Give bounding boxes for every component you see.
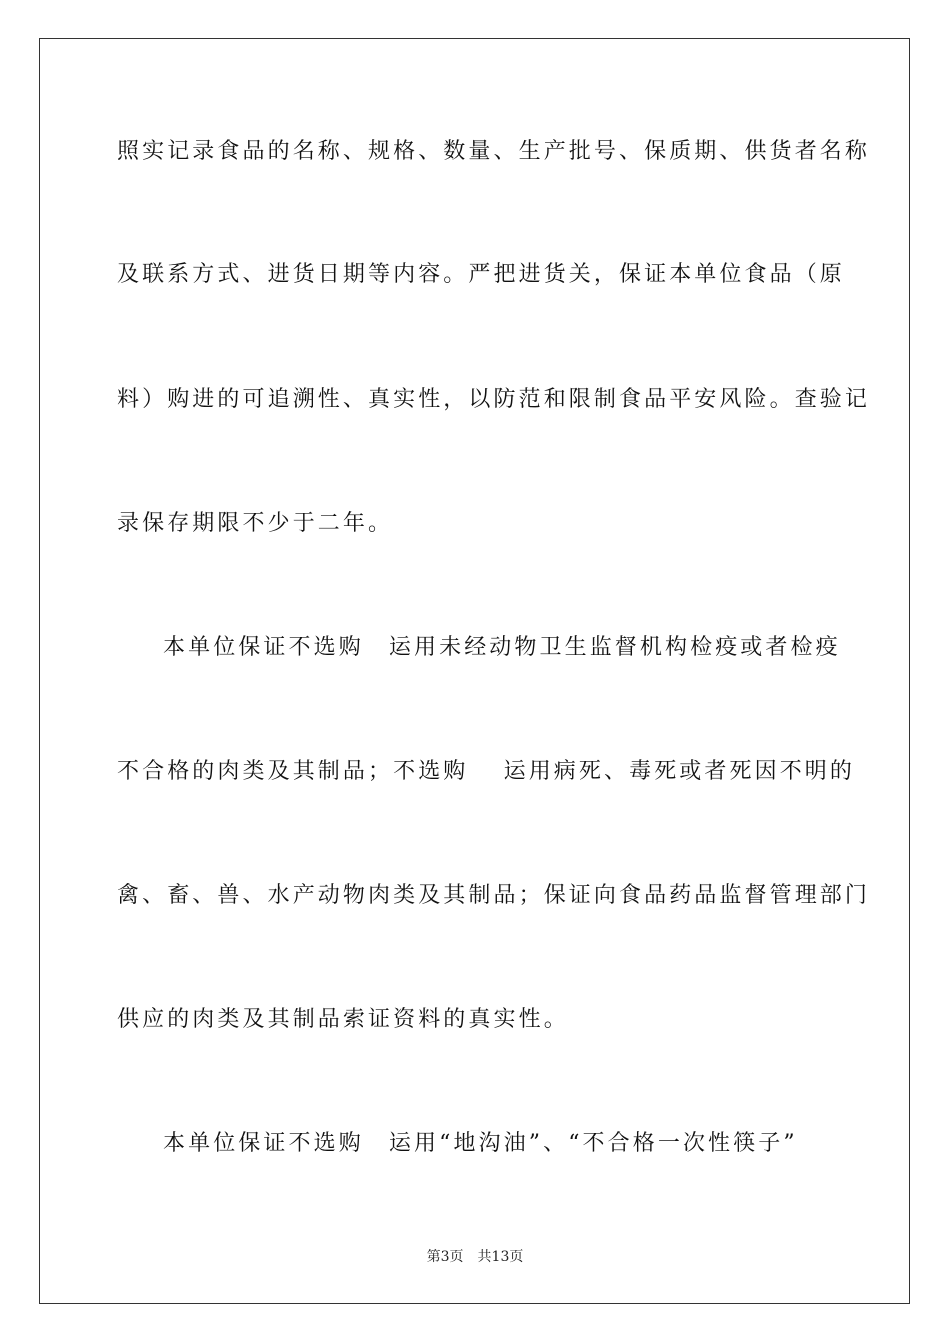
body-line-5: 本单位保证不选购 运用未经动物卫生监督机构检疫或者检疫 <box>163 635 841 660</box>
page-number-footer: 第3页 共13页 <box>426 1249 524 1265</box>
body-line-6: 不合格的肉类及其制品；不选购 运用病死、毒死或者死因不明的 <box>117 759 855 784</box>
body-line-4: 录保存期限不少于二年。 <box>117 511 394 536</box>
body-line-1: 照实记录食品的名称、规格、数量、生产批号、保质期、供货者名称 <box>117 139 871 164</box>
body-line-9: 本单位保证不选购 运用“地沟油”、“不合格一次性筷子” <box>163 1131 798 1156</box>
page-border <box>39 38 910 1304</box>
body-line-7: 禽、畜、兽、水产动物肉类及其制品；保证向食品药品监督管理部门 <box>117 883 871 908</box>
body-line-2: 及联系方式、进货日期等内容。严把进货关，保证本单位食品（原 <box>117 262 845 287</box>
body-line-8: 供应的肉类及其制品索证资料的真实性。 <box>117 1007 569 1032</box>
body-line-3: 料）购进的可追溯性、真实性，以防范和限制食品平安风险。查验记 <box>117 387 871 412</box>
